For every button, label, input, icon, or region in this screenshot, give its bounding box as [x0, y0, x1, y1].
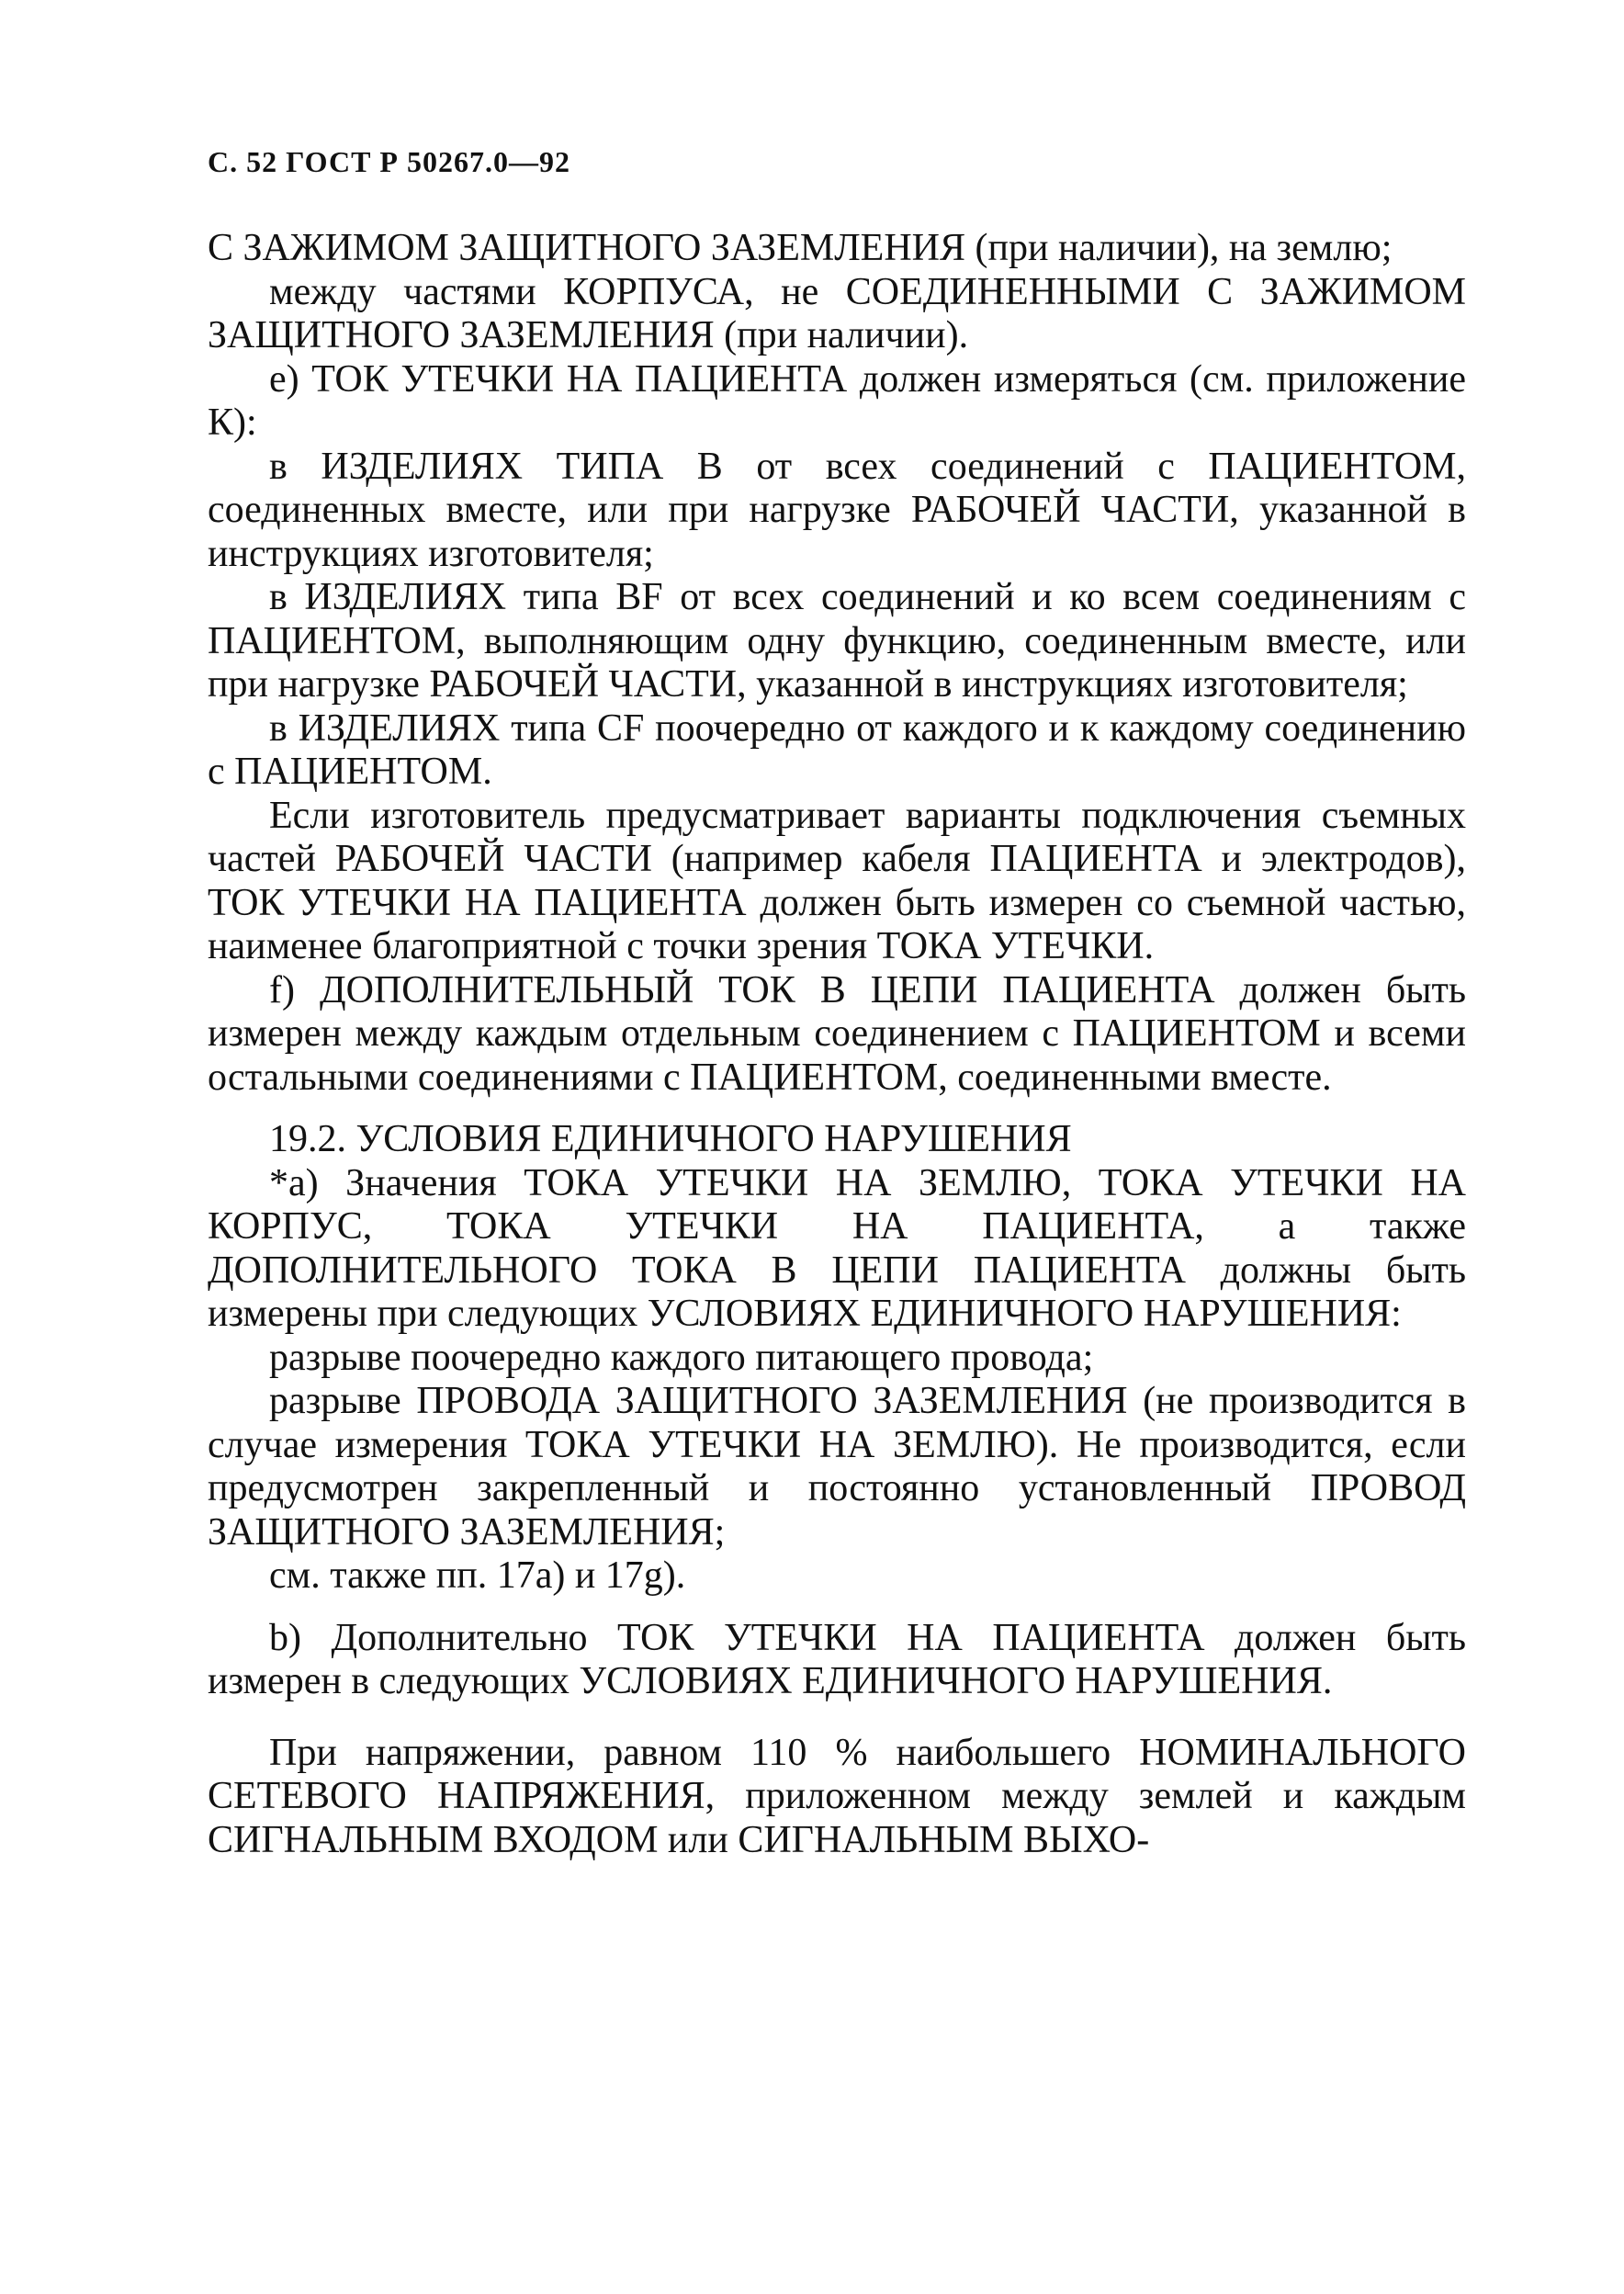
paragraph: f) ДОПОЛНИТЕЛЬНЫЙ ТОК В ЦЕПИ ПАЦИЕНТА должен быть измерен между каждым отдельным соединением с ПАЦИЕНТОМ и всеми остальными соединениями с ПАЦИЕНТОМ, соединенными вместе.	[208, 968, 1466, 1099]
paragraph: в ИЗДЕЛИЯХ ТИПА В от всех соединений с ПАЦИЕНТОМ, соединенных вместе, или при нагрузке РАБОЧЕЙ ЧАСТИ, указанной в инструкциях изготовителя;	[208, 445, 1466, 575]
document-page	[208, 145, 1466, 1862]
document-body	[208, 227, 1466, 1862]
paragraph: разрыве ПРОВОДА ЗАЩИТНОГО ЗАЗЕМЛЕНИЯ (не производится в случае измерения ТОКА УТЕЧКИ НА ЗЕМЛЮ). Не производится, если предусмотрен закрепленный и постоянно установленный ПРОВОД ЗАЩИТНОГО ЗАЗЕМЛЕНИЯ;	[208, 1380, 1466, 1554]
paragraph: разрыве поочередно каждого питающего провода;	[269, 1336, 1094, 1379]
paragraph: см. также пп. 17а) и 17g).	[269, 1554, 686, 1597]
paragraph: в ИЗДЕЛИЯХ типа CF поочередно от каждого и к каждому соединению с ПАЦИЕНТОМ.	[208, 706, 1466, 793]
paragraph: Если изготовитель предусматривает варианты подключения съемных частей РАБОЧЕЙ ЧАСТИ (например кабеля ПАЦИЕНТА и электродов), ТОК УТЕЧКИ НА ПАЦИЕНТА должен быть измерен со съемной частью, наименее благоприятной с точки зрения ТОКА УТЕЧКИ.	[208, 794, 1466, 967]
paragraph: *а) Значения ТОКА УТЕЧКИ НА ЗЕМЛЮ, ТОКА УТЕЧКИ НА КОРПУС, ТОКА УТЕЧКИ НА ПАЦИЕНТА, а также ДОПОЛНИТЕЛЬНОГО ТОКА В ЦЕПИ ПАЦИЕНТА должны быть измерены при следующих УСЛОВИЯХ ЕДИНИЧНОГО НАРУШЕНИЯ:	[208, 1161, 1466, 1335]
paragraph: в ИЗДЕЛИЯХ типа BF от всех соединений и ко всем соединениям с ПАЦИЕНТОМ, выполняющим одну функцию, соединенным вместе, или при нагрузке РАБОЧЕЙ ЧАСТИ, указанной в инструкциях изготовителя;	[208, 576, 1466, 706]
paragraph: При напряжении, равном 110 % наибольшего НОМИНАЛЬНОГО СЕТЕВОГО НАПРЯЖЕНИЯ, приложенном между землей и каждым СИГНАЛЬНЫМ ВХОДОМ или СИГНАЛЬНЫМ ВЫХО-	[208, 1731, 1466, 1861]
section-heading: 19.2. УСЛОВИЯ ЕДИНИЧНОГО НАРУШЕНИЯ	[269, 1118, 1072, 1160]
paragraph: С ЗАЖИМОМ ЗАЩИТНОГО ЗАЗЕМЛЕНИЯ (при наличии), на землю;	[208, 227, 1393, 269]
paragraph: е) ТОК УТЕЧКИ НА ПАЦИЕНТА должен измеряться (см. приложение К):	[208, 357, 1466, 444]
page-header: С. 52 ГОСТ Р 50267.0—92	[208, 145, 570, 178]
paragraph: между частями КОРПУСА, не СОЕДИНЕННЫМИ С ЗАЖИМОМ ЗАЩИТНОГО ЗАЗЕМЛЕНИЯ (при наличии).	[208, 270, 1466, 356]
paragraph: b) Дополнительно ТОК УТЕЧКИ НА ПАЦИЕНТА должен быть измерен в следующих УСЛОВИЯХ ЕДИНИЧНОГО НАРУШЕНИЯ.	[208, 1616, 1466, 1702]
